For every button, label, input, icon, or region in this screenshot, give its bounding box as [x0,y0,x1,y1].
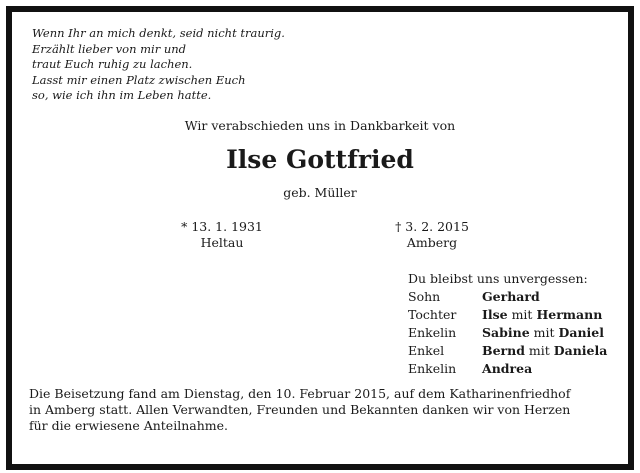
closing-text [29,386,619,434]
mourner-relation: Enkelin [408,361,457,376]
mourner-row [408,342,607,360]
birth-place: Heltau [200,235,244,250]
mourners-list [408,270,607,378]
poem-line: traut Euch ruhig zu lachen. [32,57,193,71]
obituary-frame [6,6,634,470]
maiden-name: geb. Müller [283,185,357,200]
poem-line: so, wie ich ihn im Leben hatte. [32,88,212,102]
mourner-name: Ilse [482,307,508,322]
mourner-row [408,360,607,378]
mourner-row [408,324,607,342]
mourner-partner: Daniela [553,343,608,358]
mourner-connector: mit [528,343,550,358]
closing-line: in Amberg statt. Allen Verwandten, Freunden und Bekannten danken wir von Herzen [29,402,571,417]
closing-line: Die Beisetzung fand am Dienstag, den 10. Februar 2015, auf dem Katharinenfriedhof [29,386,571,401]
mourners-heading: Du bleibst uns unvergessen: [408,271,588,286]
mourner-row [408,306,607,324]
death-info [362,219,502,251]
mourner-partner: Hermann [536,307,603,322]
poem-line: Erzählt lieber von mir und [32,41,187,56]
poem-line: Wenn Ihr an mich denkt, seid nicht traurig. [32,26,285,40]
death-place: Amberg [406,235,458,250]
mourner-name: Bernd [482,343,525,358]
mourner-names [482,324,607,342]
mourner-partner: Daniel [558,325,604,340]
intro-text: Wir verabschieden uns in Dankbarkeit von [184,118,456,133]
mourner-names [482,342,607,360]
mourner-name: Andrea [482,361,533,376]
mourner-names [482,288,607,306]
mourner-name: Gerhard [482,289,540,304]
mourner-row [408,288,607,306]
mourner-names [482,360,607,378]
mourner-relation: Enkel [408,343,445,358]
closing-line: für die erwiesene Anteilnahme. [29,418,228,433]
mourner-connector: mit [533,325,555,340]
mourners-table [408,288,607,378]
mourner-relation: Tochter [408,307,457,322]
mourner-relation: Sohn [408,289,441,304]
birth-info [152,219,292,251]
death-date: † 3. 2. 2015 [395,219,469,234]
mourner-name: Sabine [482,325,530,340]
poem-verse [32,26,285,104]
mourner-names [482,306,607,324]
mourner-relation: Enkelin [408,325,457,340]
birth-date: * 13. 1. 1931 [181,219,263,234]
poem-line: Lasst mir einen Platz zwischen Euch [32,72,246,87]
deceased-name: Ilse Gottfried [226,145,414,174]
mourner-connector: mit [511,307,533,322]
